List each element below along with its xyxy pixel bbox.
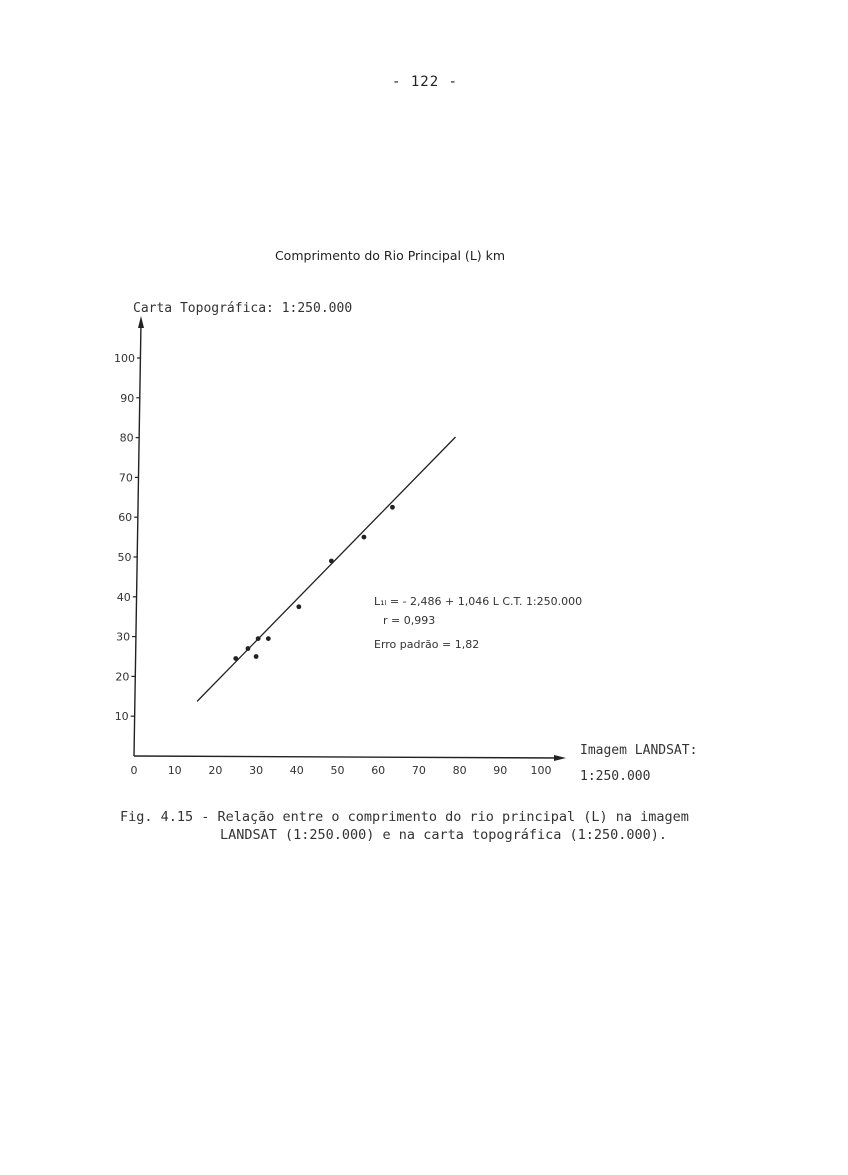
y-tick-label: 70	[118, 471, 133, 485]
x-tick-label: 30	[249, 764, 264, 777]
y-tick-label: 50	[117, 551, 132, 564]
data-points	[233, 505, 394, 661]
x-tick-label: 20	[208, 764, 223, 777]
y-tick-label: 40	[116, 590, 131, 604]
x-tick-label: 40	[289, 764, 304, 777]
page-number: - 122 -	[391, 74, 458, 90]
data-point	[246, 646, 251, 651]
y-tick-label: 90	[120, 391, 135, 405]
y-axis-label: Carta Topográfica: 1:250.000	[133, 301, 353, 316]
x-axis-arrow	[554, 755, 566, 761]
y-tick-label: 100	[114, 352, 135, 365]
x-tick-label: 10	[167, 764, 182, 777]
regression-line	[197, 437, 455, 701]
data-point	[256, 636, 261, 641]
data-point	[254, 654, 259, 659]
regression-line-group	[197, 437, 455, 701]
equation-annotation: L₁ₗ = - 2,486 + 1,046 L C.T. 1:250.000	[374, 595, 583, 608]
x-tick-label: 70	[411, 764, 426, 777]
data-point	[329, 559, 334, 564]
chart-title: Comprimento do Rio Principal (L) km	[274, 248, 506, 263]
caption-line-1: Fig. 4.15 - Relação entre o comprimento do rio principal (L) na imagem	[120, 809, 689, 825]
x-tick-label: 100	[530, 764, 552, 777]
x-tick-label: 90	[493, 764, 508, 777]
data-point	[296, 604, 301, 609]
x-tick-label: 0	[130, 764, 138, 777]
data-point	[266, 636, 271, 641]
x-axis-label-line2: 1:250.000	[580, 769, 651, 784]
data-point	[390, 505, 395, 510]
data-point	[233, 656, 238, 661]
y-tick-label: 30	[116, 630, 131, 644]
caption-line-2: LANDSAT (1:250.000) e na carta topográfica (1:250.000).	[220, 827, 668, 843]
y-tick-label: 80	[119, 431, 134, 445]
y-axis-arrow	[138, 316, 144, 328]
x-tick-label: 50	[330, 764, 345, 777]
r-annotation: r = 0,993	[383, 614, 436, 627]
x-tick-label: 80	[452, 764, 467, 777]
y-tick-label: 60	[118, 511, 133, 525]
y-tick-label: 20	[115, 670, 130, 684]
x-ticks	[131, 764, 552, 777]
data-point	[362, 535, 367, 540]
y-axis	[134, 322, 141, 756]
y-tick-label: 10	[114, 710, 129, 724]
figure-caption	[120, 808, 760, 844]
error-annotation: Erro padrão = 1,82	[374, 638, 480, 651]
x-axis-label-line1: Imagem LANDSAT:	[580, 743, 698, 758]
x-tick-label: 60	[371, 764, 386, 777]
x-axis	[134, 756, 560, 758]
